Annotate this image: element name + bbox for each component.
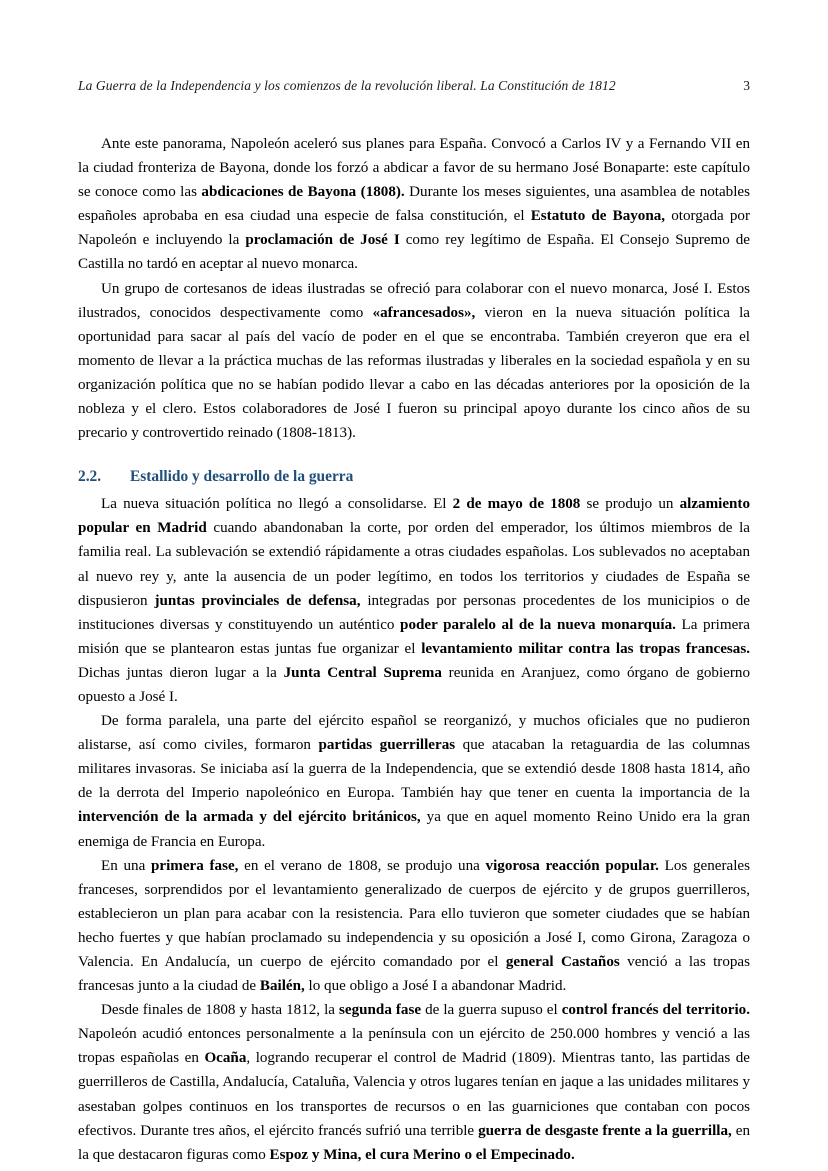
body-text: reunida en Aranjuez, como órgano de gobierno opuesto a José I.: [78, 664, 750, 705]
emphasis-text: poder paralelo al de la nueva monarquía.: [400, 616, 676, 633]
emphasis-text: vigorosa reacción popular.: [485, 857, 659, 874]
emphasis-text: «afrancesados»,: [372, 304, 476, 321]
body-text: La primera misión que se plantearon estas juntas fue organizar el: [78, 616, 750, 657]
body-text: Dichas juntas dieron lugar a la: [78, 664, 284, 681]
emphasis-text: intervención de la armada y del ejército británicos,: [78, 809, 421, 826]
body-text: Desde finales de 1808 y hasta 1812, la: [101, 1002, 340, 1019]
body-text: otorgada por Napoleón e incluyendo la: [78, 208, 751, 249]
running-header: [78, 78, 750, 94]
body-text: se produjo un: [580, 496, 680, 513]
emphasis-text: general Castaños: [505, 954, 620, 970]
body-text: venció a las tropas francesas junto a la ciudad de: [78, 954, 750, 995]
body-text: que atacaban la retaguardia de las columnas militares invasoras. Se iniciaba así la guerra de la Independencia, que se extendió desde 1808 hasta 1814, año de la derrota del Imperio napoleónico en Europa. También hay que tener en cuenta la importancia de la: [78, 737, 750, 802]
document-body: [78, 132, 750, 1167]
emphasis-text: Junta Central Suprema: [283, 664, 442, 681]
body-text: En una: [101, 857, 151, 874]
body-text: como rey legítimo de España. El Consejo Supremo de Castilla no tardó en aceptar al nuevo monarca.: [78, 232, 750, 273]
page-number: 3: [743, 78, 750, 93]
section-number: 2.2.: [78, 468, 102, 486]
emphasis-text: alzamiento popular en Madrid: [78, 496, 750, 537]
emphasis-text: guerra de desgaste frente a la guerrilla,: [478, 1122, 732, 1139]
emphasis-text: levantamiento militar contra las tropas francesas.: [421, 640, 750, 657]
body-text: de la guerra supuso el: [421, 1002, 562, 1019]
body-text: vieron en la nueva situación política la oportunidad para sacar al país del vacío de poder en el que se encontraba. También creyeron que era el momento de llevar a la práctica muchas de las reformas ilustradas y liberales en la sociedad española y en su organización política que no se habían podido llevar a cabo en las décadas anteriores por la oposición de la nobleza y el clero. Estos colaboradores de José I fueron su principal apoyo durante los cinco años de su precario y controvertido reinado (1808-1813).: [78, 304, 750, 442]
body-text: Durante los meses siguientes, una asamblea de notables españoles aprobaba en esa ciudad una especie de falsa constitución, el: [78, 184, 750, 225]
paragraph: [78, 277, 750, 446]
emphasis-text: abdicaciones de Bayona (1808).: [201, 184, 405, 201]
emphasis-text: proclamación de José I: [245, 232, 400, 249]
body-text: ya que en aquel momento Reino Unido era la gran enemiga de Francia en Europa.: [78, 809, 750, 850]
emphasis-text: Bailén,: [259, 978, 305, 995]
body-text: Un grupo de cortesanos de ideas ilustradas se ofreció para colaborar con el nuevo monarca, José I. Estos ilustrados, conocidos despectivamente como: [78, 280, 750, 321]
header-title: La Guerra de la Independencia y los comienzos de la revolución liberal. La Constitución de 1812: [78, 78, 616, 93]
body-text: integradas por personas procedentes de los municipios o de instituciones diversas y constituyendo un auténtico: [78, 592, 750, 633]
emphasis-text: Ocaña: [204, 1050, 247, 1067]
body-text: lo que obligo a José I a abandonar Madrid.: [304, 978, 567, 995]
body-text: en la que destacaron figuras como: [78, 1122, 750, 1163]
body-text: en el verano de 1808, se produjo una: [238, 857, 486, 874]
paragraph: [78, 132, 750, 277]
emphasis-text: Espoz y Mina, el cura Merino o el Empecinado.: [269, 1146, 575, 1163]
section-heading-2-2: [78, 465, 750, 489]
paragraph: [78, 709, 750, 854]
paragraph: [78, 998, 750, 1167]
emphasis-text: control francés del territorio.: [561, 1002, 750, 1019]
body-text: Ante este panorama, Napoleón aceleró sus planes para España. Convocó a Carlos IV y a Fernando VII en la ciudad fronteriza de Bayona, donde los forzó a abdicar a favor de su hermano José Bonaparte: este capítulo se conoce como las: [78, 136, 750, 201]
emphasis-text: Estatuto de Bayona,: [530, 208, 666, 225]
emphasis-text: segunda fase: [339, 1002, 422, 1019]
emphasis-text: primera fase,: [150, 857, 239, 874]
body-paragraph-block: [78, 492, 750, 1167]
emphasis-text: 2 de mayo de 1808: [452, 496, 581, 513]
body-text: Napoleón acudió entonces personalmente a la península con un ejército de 250.000 hombres y venció a las tropas españolas en: [78, 1026, 750, 1067]
emphasis-text: juntas provinciales de defensa,: [154, 592, 361, 609]
body-text: La nueva situación política no llegó a consolidarse. El: [101, 496, 453, 513]
paragraph: [78, 854, 750, 999]
emphasis-text: partidas guerrilleras: [318, 737, 456, 754]
body-text: cuando abandonaban la corte, por orden del emperador, los últimos miembros de la familia real. La sublevación se extendió rápidamente a otras ciudades españolas. Los sublevados no aceptaban al nuevo rey y, ante la ausencia de un poder legítimo, en todos los territorios y ciudades de España se dispusieron: [78, 520, 750, 609]
body-text: De forma paralela, una parte del ejército español se reorganizó, y muchos oficiales que no pudieron alistarse, así como civiles, formaron: [78, 713, 750, 754]
intro-paragraph-block: [78, 132, 750, 445]
section-title: Estallido y desarrollo de la guerra: [130, 468, 354, 486]
body-text: Los generales franceses, sorprendidos por el levantamiento generalizado de cuerpos de ejército y de grupos guerrilleros, establecieron un plan para acabar con la resistencia. Para ello tuvieron que someter ciudades que se habían hecho fuertes y que habían proclamado su independencia y su oposición a José I, como Girona, Zaragoza o Valencia. En Andalucía, un cuerpo de ejército comandado por el: [78, 857, 750, 970]
paragraph: [78, 492, 750, 709]
body-text: , logrando recuperar el control de Madrid (1809). Mientras tanto, las partidas de guerrilleros de Castilla, Andalucía, Cataluña, Valencia y otros lugares tenían en jaque a las unidades militares y asestaban golpes continuos en los transportes de recursos o en las guarniciones que contaban con pocos efectivos. Durante tres años, el ejército francés sufrió una terrible: [78, 1050, 750, 1139]
